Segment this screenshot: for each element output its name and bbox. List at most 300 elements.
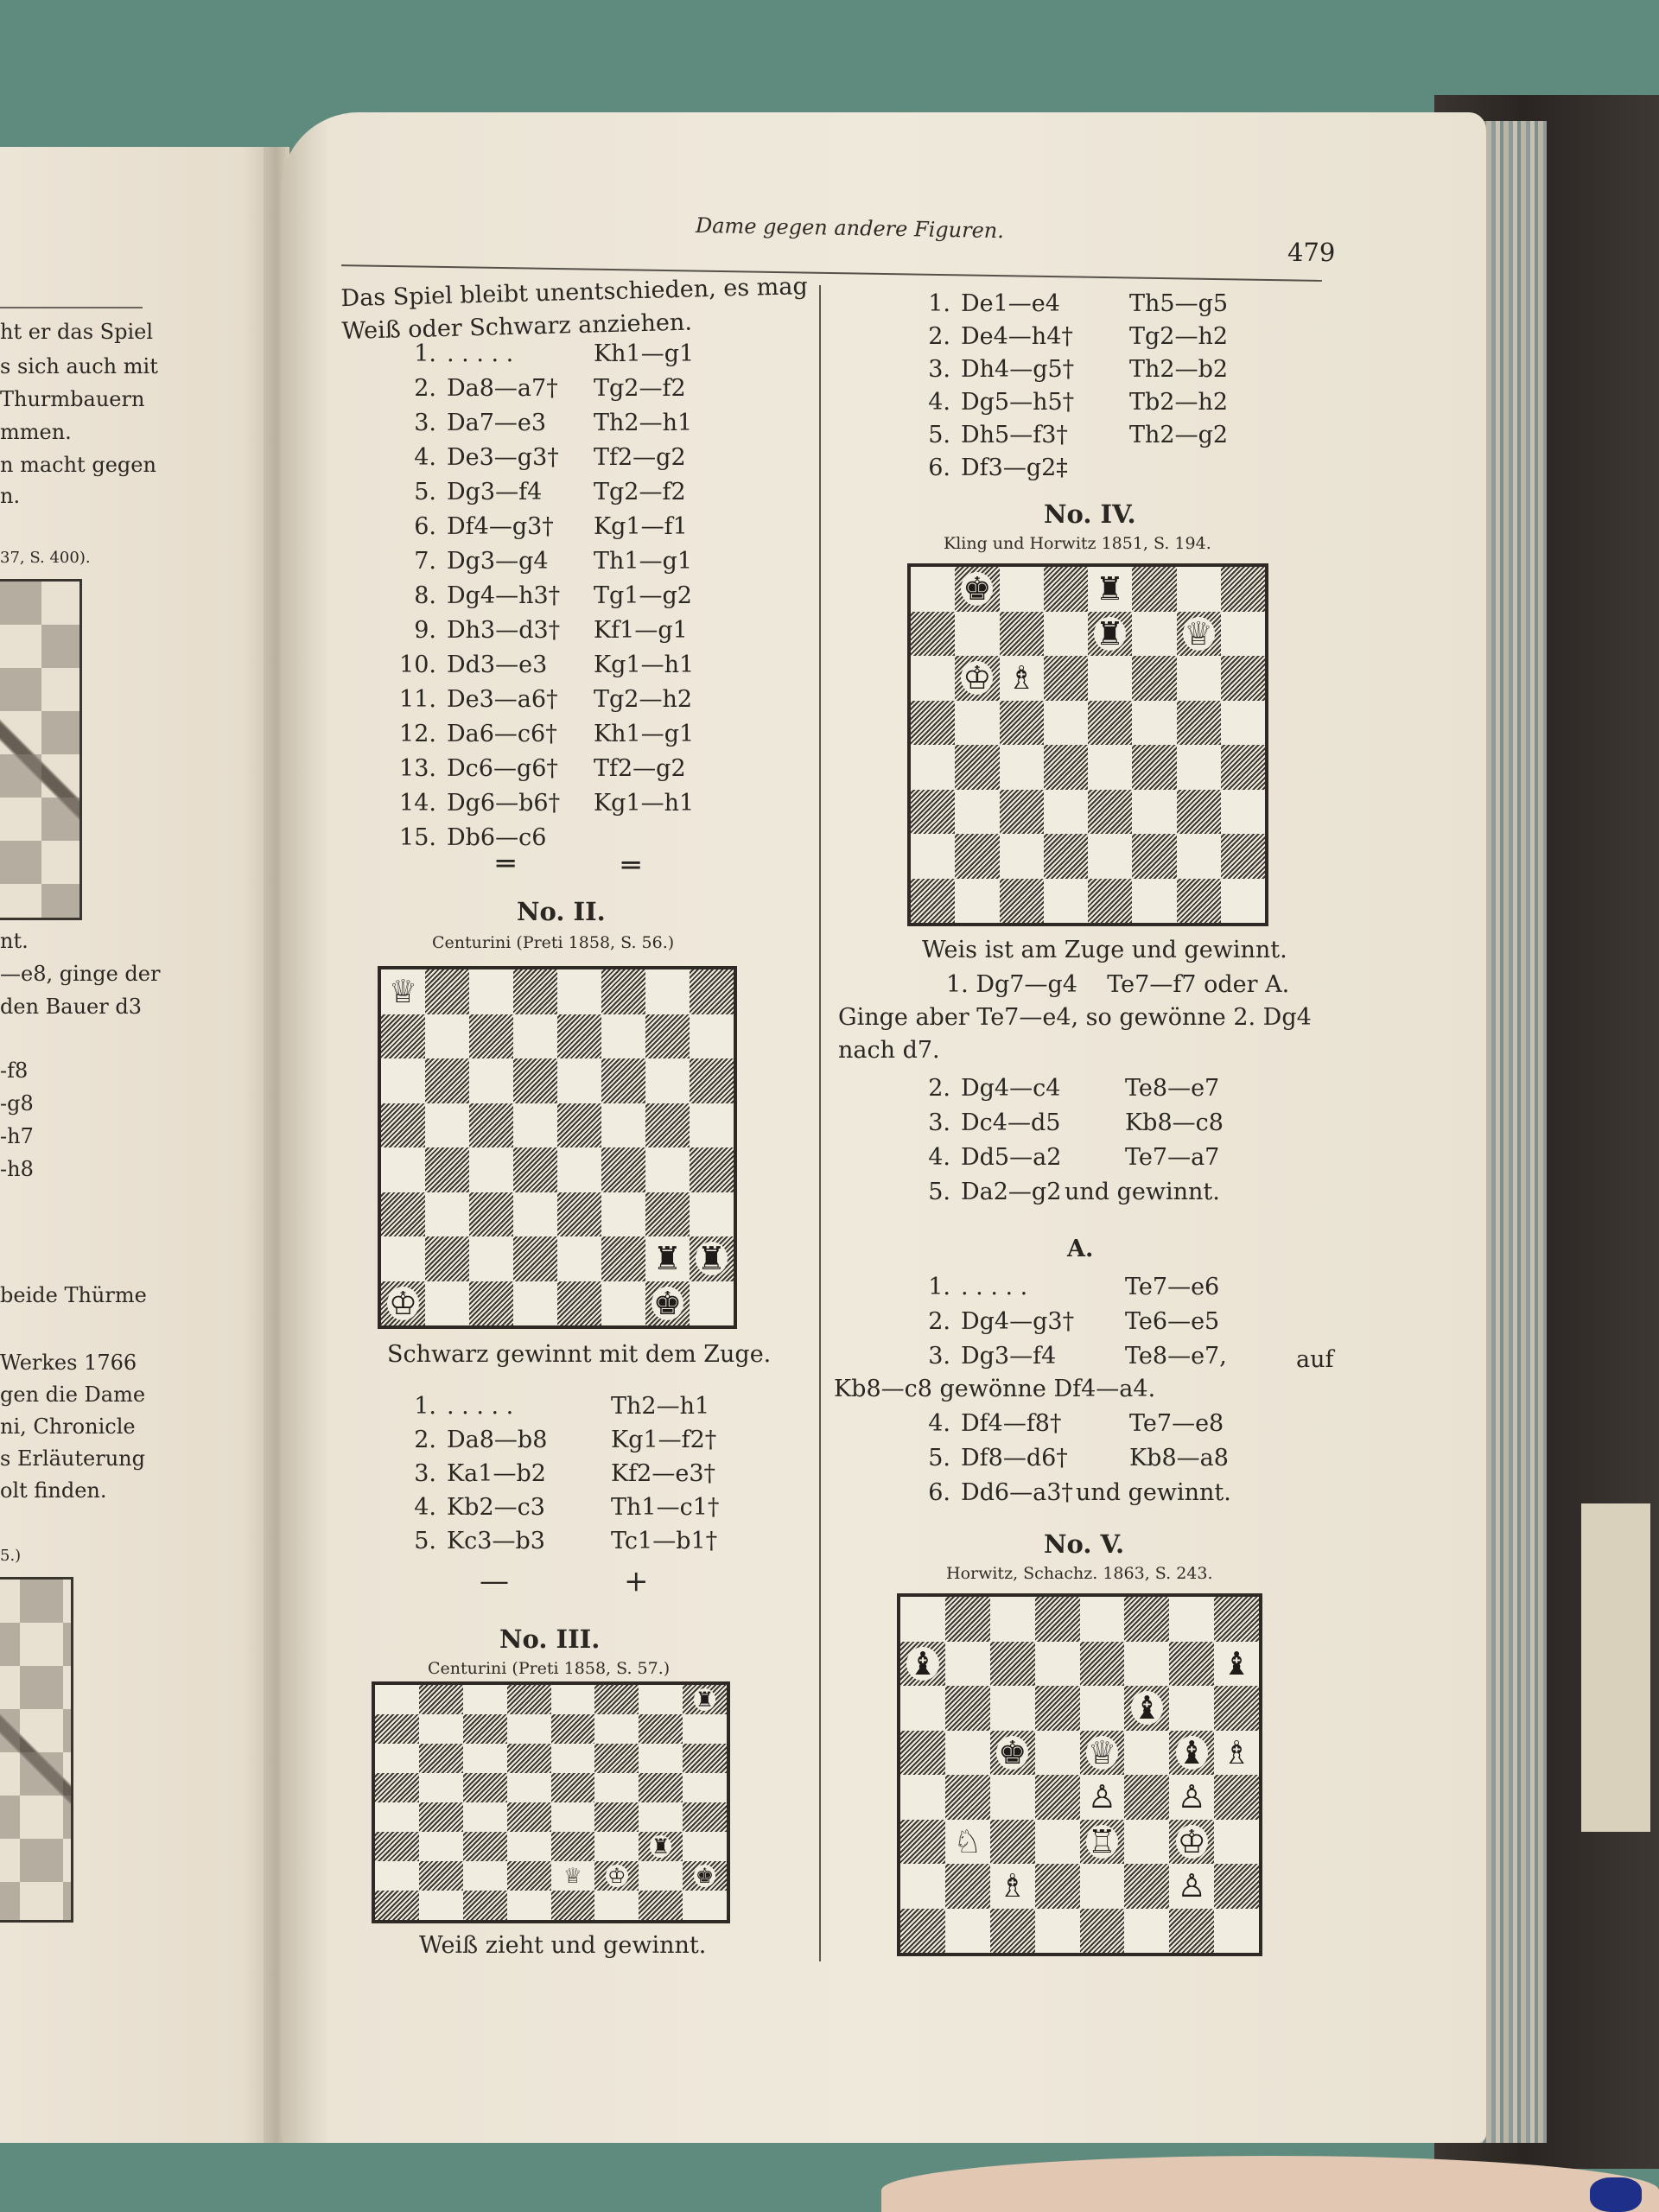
left-page-line: beide Thürme [0,1283,147,1307]
board-square [1035,1820,1080,1865]
move-row: 2. De4—h4† Tg2—h2 [928,323,1229,350]
board-square [513,1192,557,1237]
white-pawn-icon: ♙ [1177,1867,1206,1905]
board-square [683,1714,727,1744]
board-square [557,1147,601,1192]
left-page-line: n. [0,484,21,508]
black-rook-icon: ♜ [652,1240,683,1278]
white-queen-icon: ♕ [1184,614,1213,652]
board-square [900,1775,945,1820]
board-square [1124,1731,1169,1776]
move-row: 5. Df8—d6† Kb8—a8 [928,1445,1229,1471]
board-square [1044,834,1088,879]
board-square [513,969,557,1014]
board-square [1044,656,1088,701]
board-square [1035,1775,1080,1820]
board-square [645,1147,690,1192]
board-square [381,1281,425,1326]
white-rook-icon: ♖ [1087,1822,1117,1860]
board-square [551,1802,595,1832]
board-square [900,1642,945,1687]
board-square [645,1058,690,1103]
board-square [900,1686,945,1731]
problem-caption-no4: Weis ist am Zuge und gewinnt. [922,937,1287,963]
board-square [1177,879,1221,924]
board-square [945,1775,990,1820]
board-square [419,1714,463,1744]
board-square [955,745,999,790]
move-row: 4. Dd5—a2 Te7—a7 [928,1144,1220,1171]
board-square [1169,1731,1214,1776]
problem-source-no4: Kling und Horwitz 1851, S. 194. [944,534,1211,553]
board-square [1132,656,1176,701]
board-square [469,1236,513,1281]
board-square [1088,656,1132,701]
board-square [945,1642,990,1687]
board-square [1124,1820,1169,1865]
left-page-source: 37, S. 400). [0,549,91,567]
board-square [513,1014,557,1059]
black-bishop-icon: ♝ [1222,1644,1251,1682]
board-square [469,1014,513,1059]
board-square [1177,612,1221,657]
variation-line: nach d7. [838,1037,940,1064]
board-square [955,879,999,924]
board-square [1132,745,1176,790]
black-king-icon: ♚ [652,1284,683,1322]
board-square [690,1147,734,1192]
board-square [683,1802,727,1832]
board-square [955,701,999,746]
board-square [381,1236,425,1281]
board-square [375,1802,419,1832]
move-row: 12. Da6—c6† Kh1—g1 [399,721,695,747]
board-square [1169,1686,1214,1731]
board-square [1132,879,1176,924]
board-square [1221,612,1265,657]
board-square [690,1014,734,1059]
board-square [1177,567,1221,612]
cover-label-tab [1581,1503,1650,1832]
board-square [469,969,513,1014]
board-square [900,1864,945,1909]
problem-source-no2: Centurini (Preti 1858, S. 56.) [432,933,675,952]
board-square [594,1744,639,1773]
move-row: 8. Dg4—h3† Tg1—g2 [414,582,692,609]
move-row: 3. Dc4—d5 Kb8—c8 [928,1109,1224,1136]
move-row: 2. Dg4—g3† Te6—e5 [928,1308,1220,1335]
move-row: 4. Df4—f8† Te7—e8 [928,1410,1224,1437]
board-square [690,1103,734,1148]
board-square [1000,612,1044,657]
board-square [911,701,955,746]
board-square [469,1281,513,1326]
white-bishop-icon: ♗ [1007,659,1036,697]
left-page-source: 5.) [0,1547,22,1565]
move-row: 4. Kb2—c3 Th1—c1† [414,1494,720,1521]
board-square [594,1891,639,1920]
black-rook-icon: ♜ [696,1240,727,1278]
move-row: 1. . . . . . Te7—e6 [928,1274,1220,1300]
white-knight-icon: ♘ [953,1822,982,1860]
board-square [955,612,999,657]
board-square [639,1891,683,1920]
problem-title-no5: No. V. [1044,1529,1125,1559]
board-square [1000,790,1044,835]
board-square [945,1731,990,1776]
board-square [1132,612,1176,657]
board-square [375,1685,419,1714]
board-square [425,1058,469,1103]
black-rook-icon: ♜ [1096,614,1125,652]
move-row: 4. Dg5—h5† Tb2—h2 [928,389,1229,416]
move-row: 5. Dg3—f4 Tg2—f2 [414,479,686,505]
left-page-line: mmen. [0,420,72,444]
board-square [1214,1820,1259,1865]
white-king-icon: ♔ [388,1284,418,1322]
board-square [1221,745,1265,790]
white-king-icon: ♔ [1177,1822,1206,1860]
left-page [0,147,285,2143]
board-square [911,834,955,879]
board-square [463,1891,507,1920]
board-square [557,1236,601,1281]
running-header: Dame gegen andere Figuren. [695,213,1005,244]
black-rook-icon: ♜ [651,1834,671,1859]
move-row: 5. Da2—g2 und gewinnt. [928,1179,1220,1205]
board-square [645,1281,690,1326]
board-square [1080,1775,1125,1820]
board-square [639,1773,683,1802]
board-square [1169,1775,1214,1820]
board-square [1177,790,1221,835]
board-square [690,1058,734,1103]
board-square [463,1685,507,1714]
black-rook-icon: ♜ [695,1688,715,1712]
board-square [557,1058,601,1103]
white-queen-icon: ♕ [563,1864,582,1888]
left-page-line: ht er das Spiel [0,320,154,344]
left-page-rule [0,307,143,308]
board-square [639,1714,683,1744]
move-list-right-top [907,288,1228,485]
board-square [425,1014,469,1059]
move-row: 1. . . . . . Kh1—g1 [414,340,695,367]
board-square [507,1744,551,1773]
move-row: 1. De1—e4 Th5—g5 [928,290,1229,317]
board-square [1169,1864,1214,1909]
board-square [551,1861,595,1891]
black-king-icon: ♚ [695,1864,715,1888]
left-page-line: -h7 [0,1124,34,1148]
board-square [690,1281,734,1326]
board-square [1035,1731,1080,1776]
left-page-line: Werkes 1766 [0,1351,137,1375]
white-king-icon: ♔ [607,1864,626,1888]
board-square [1080,1597,1125,1642]
board-square [425,1192,469,1237]
page-number: 479 [1287,238,1336,267]
variation-heading: A. [1067,1236,1094,1262]
variation-line: Kb8—c8 gewönne Df4—a4. [834,1376,1156,1402]
board-square [1177,656,1221,701]
board-square [1088,567,1132,612]
black-bishop-icon: ♝ [908,1644,938,1682]
board-square [1080,1731,1125,1776]
board-square [900,1820,945,1865]
board-square [551,1891,595,1920]
board-square [601,1058,645,1103]
chessboard-no3 [372,1681,730,1923]
board-square [645,1014,690,1059]
board-square [1221,701,1265,746]
star-sticker [1590,2177,1642,2212]
board-square [507,1861,551,1891]
board-square [513,1147,557,1192]
board-square [1088,612,1132,657]
board-square [990,1731,1035,1776]
black-rook-icon: ♜ [1096,570,1125,608]
board-square [601,969,645,1014]
board-square [990,1597,1035,1642]
board-square [594,1861,639,1891]
board-square [594,1714,639,1744]
board-square [1177,701,1221,746]
board-square [1221,656,1265,701]
board-square [900,1597,945,1642]
chessboard-no5 [897,1593,1262,1956]
board-square [1214,1775,1259,1820]
board-square [425,969,469,1014]
board-square [990,1775,1035,1820]
board-square [690,1236,734,1281]
board-square [1088,701,1132,746]
board-square [1221,567,1265,612]
white-bishop-icon: ♗ [998,1867,1027,1905]
board-square [1044,612,1088,657]
white-pawn-icon: ♙ [1087,1778,1117,1816]
draw-symbol: ═ [497,847,515,881]
board-square [551,1714,595,1744]
board-square [601,1147,645,1192]
board-square [463,1802,507,1832]
board-square [419,1744,463,1773]
move-row: 9. Dh3—d3† Kf1—g1 [414,617,688,644]
problem-source-no5: Horwitz, Schachz. 1863, S. 243. [946,1564,1213,1583]
problem-title-no3: No. III. [499,1624,601,1654]
board-square [375,1773,419,1802]
board-square [1132,701,1176,746]
board-square [683,1744,727,1773]
board-square [683,1685,727,1714]
board-square [990,1642,1035,1687]
board-square [594,1685,639,1714]
board-square [1214,1642,1259,1687]
left-page-line: s sich auch mit [0,354,158,378]
board-square [463,1832,507,1861]
left-page-line: n macht gegen [0,453,156,477]
board-square [1044,701,1088,746]
left-page-line: ni, Chronicle [0,1414,136,1439]
board-square [911,612,955,657]
move-row: 5. Dh5—f3† Th2—g2 [928,422,1229,448]
board-square [463,1773,507,1802]
board-square [690,1192,734,1237]
board-square [639,1744,683,1773]
board-square [419,1802,463,1832]
board-square [1221,879,1265,924]
board-square [419,1891,463,1920]
board-square [955,834,999,879]
board-square [375,1744,419,1773]
board-square [601,1103,645,1148]
board-square [551,1773,595,1802]
board-square [990,1909,1035,1954]
board-square [1035,1909,1080,1954]
board-square [645,1192,690,1237]
board-square [1132,567,1176,612]
board-square [1124,1864,1169,1909]
board-square [639,1832,683,1861]
board-square [601,1192,645,1237]
left-page-line: -g8 [0,1091,34,1116]
board-square [425,1236,469,1281]
left-page-line: Thurmbauern [0,387,145,411]
board-square [557,1103,601,1148]
board-square [1044,879,1088,924]
board-square [381,1103,425,1148]
column-rule [819,285,821,1961]
board-square [1124,1597,1169,1642]
board-square [513,1281,557,1326]
board-square [507,1714,551,1744]
draw-symbol: ═ [622,849,640,883]
board-square [990,1686,1035,1731]
board-square [375,1832,419,1861]
move-list-var-a [907,1270,1227,1374]
board-square [419,1832,463,1861]
board-square [375,1891,419,1920]
board-square [1000,567,1044,612]
board-square [1080,1909,1125,1954]
problem-title-no4: No. IV. [1044,499,1136,529]
intro-paragraph: Das Spiel bleibt unentschieden, es mag Weiß oder Schwarz anziehen. [340,273,809,346]
left-page-line: -h8 [0,1157,34,1181]
left-page-board [0,579,82,920]
board-square [1132,790,1176,835]
board-square [955,656,999,701]
board-square [557,969,601,1014]
board-square [639,1685,683,1714]
left-page-line: —e8, ginge der [0,962,161,986]
board-square [513,1103,557,1148]
board-square [557,1192,601,1237]
board-square [1124,1775,1169,1820]
board-square [507,1802,551,1832]
board-square [1080,1686,1125,1731]
board-square [1177,834,1221,879]
board-square [594,1802,639,1832]
board-square [900,1909,945,1954]
board-square [1035,1597,1080,1642]
board-square [1169,1642,1214,1687]
move-row: 3. Ka1—b2 Kf2—e3† [414,1460,715,1487]
board-square [1000,701,1044,746]
board-square [1221,834,1265,879]
problem-source-no3: Centurini (Preti 1858, S. 57.) [428,1659,671,1678]
move-row: 6. Dd6—a3† und gewinnt. [928,1479,1231,1506]
move-row: 10. Dd3—e3 Kg1—h1 [399,652,695,678]
board-square [551,1685,595,1714]
board-square [683,1773,727,1802]
board-square [990,1864,1035,1909]
variation-line: 1. Dg7—g4 Te7—f7 oder A. [946,971,1290,998]
board-square [1177,745,1221,790]
white-queen-icon: ♕ [388,973,418,1011]
move-row: 14. Dg6—b6† Kg1—h1 [399,790,695,817]
left-page-line: gen die Dame [0,1382,146,1407]
black-bishop-icon: ♝ [1177,1733,1206,1771]
board-square [1124,1642,1169,1687]
move-list-no2 [393,1389,719,1558]
board-square [469,1147,513,1192]
move-row: 13. Dc6—g6† Tf2—g2 [399,755,686,782]
left-page-line: -f8 [0,1058,29,1083]
result-symbol: + [624,1564,649,1599]
problem-caption-no3: Weiß zieht und gewinnt. [419,1932,707,1959]
board-square [945,1909,990,1954]
board-square [645,969,690,1014]
board-square [945,1864,990,1909]
board-square [1035,1864,1080,1909]
move-row: 6. Df4—g3† Kg1—f1 [414,513,688,540]
board-square [1044,745,1088,790]
white-king-icon: ♔ [963,659,992,697]
result-symbol: — [480,1564,509,1599]
board-square [425,1147,469,1192]
white-queen-icon: ♕ [1087,1733,1117,1771]
board-square [557,1014,601,1059]
board-square [1221,790,1265,835]
white-pawn-icon: ♙ [1177,1778,1206,1816]
move-row: 7. Dg3—g4 Th1—g1 [414,548,693,575]
board-square [463,1861,507,1891]
variation-line: Ginge aber Te7—e4, so gewönne 2. Dg4 [838,1004,1312,1031]
board-square [1080,1820,1125,1865]
board-square [594,1832,639,1861]
board-square [1000,879,1044,924]
board-square [1088,745,1132,790]
board-square [645,1103,690,1148]
board-square [945,1686,990,1731]
board-square [507,1773,551,1802]
left-page-line: den Bauer d3 [0,995,142,1019]
board-square [469,1103,513,1148]
board-square [507,1891,551,1920]
board-square [1088,834,1132,879]
board-square [683,1891,727,1920]
move-row: 2. Da8—a7† Tg2—f2 [414,375,686,402]
board-square [1214,1686,1259,1731]
board-square [381,1192,425,1237]
board-square [639,1861,683,1891]
board-square [601,1236,645,1281]
black-bishop-icon: ♝ [1132,1689,1161,1727]
board-square [381,969,425,1014]
board-square [1169,1909,1214,1954]
board-square [425,1103,469,1148]
chessboard-no4 [907,563,1268,926]
